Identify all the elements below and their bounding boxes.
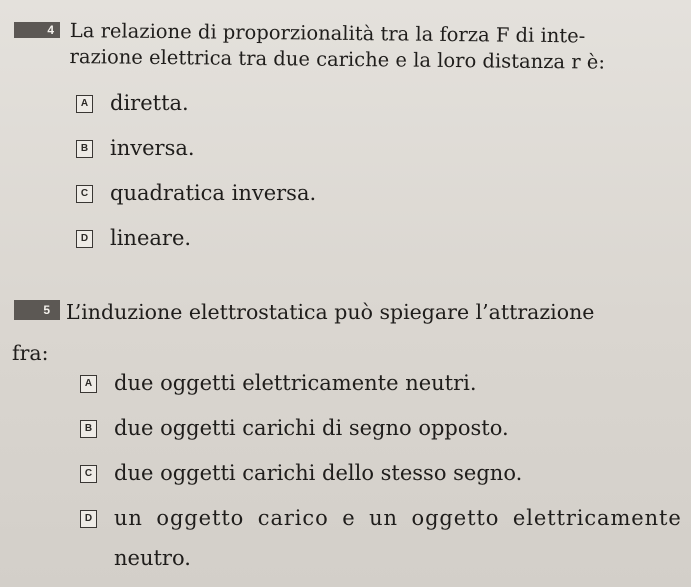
- option-b[interactable]: [0, 135, 691, 165]
- option-letter-box: D: [76, 230, 93, 248]
- option-d[interactable]: [0, 225, 691, 255]
- option-a[interactable]: [0, 90, 691, 120]
- option-text: inversa.: [110, 136, 195, 160]
- option-text: diretta.: [110, 91, 189, 115]
- question-text: [12, 292, 674, 374]
- question-text-line: fra:: [12, 341, 49, 365]
- question-text-line: La relazione di proporzionalità tra la forza F di inte-: [69, 18, 586, 48]
- question-number: 5: [14, 300, 60, 320]
- option-letter-box: C: [80, 465, 97, 483]
- question-number: 4: [14, 22, 60, 38]
- option-c[interactable]: [0, 180, 691, 210]
- option-text: lineare.: [110, 226, 192, 250]
- option-a[interactable]: [0, 370, 691, 400]
- option-text: due oggetti elettricamente neutri.: [114, 371, 477, 395]
- question-text-line: L’induzione elettrostatica può spiegare l’attrazione: [66, 300, 595, 324]
- option-text-line: neutro.: [114, 546, 191, 570]
- option-text: due oggetti carichi di segno opposto.: [114, 416, 509, 440]
- option-letter-box: D: [80, 510, 97, 528]
- option-b[interactable]: [0, 415, 691, 445]
- option-letter-box: A: [80, 375, 97, 393]
- option-text: quadratica inversa.: [110, 181, 317, 205]
- question-text: [69, 18, 670, 76]
- option-letter-box: A: [76, 95, 93, 113]
- option-letter-box: B: [76, 140, 93, 158]
- option-d[interactable]: [0, 505, 691, 570]
- option-text: due oggetti carichi dello stesso segno.: [114, 461, 523, 485]
- option-letter-box: B: [80, 420, 97, 438]
- option-c[interactable]: [0, 460, 691, 490]
- option-text: [114, 505, 682, 571]
- option-text-line: un oggetto carico e un oggetto elettricamente: [114, 506, 682, 530]
- question-text-line: razione elettrica tra due cariche e la loro distanza r è:: [69, 44, 606, 74]
- option-letter-box: C: [76, 185, 93, 203]
